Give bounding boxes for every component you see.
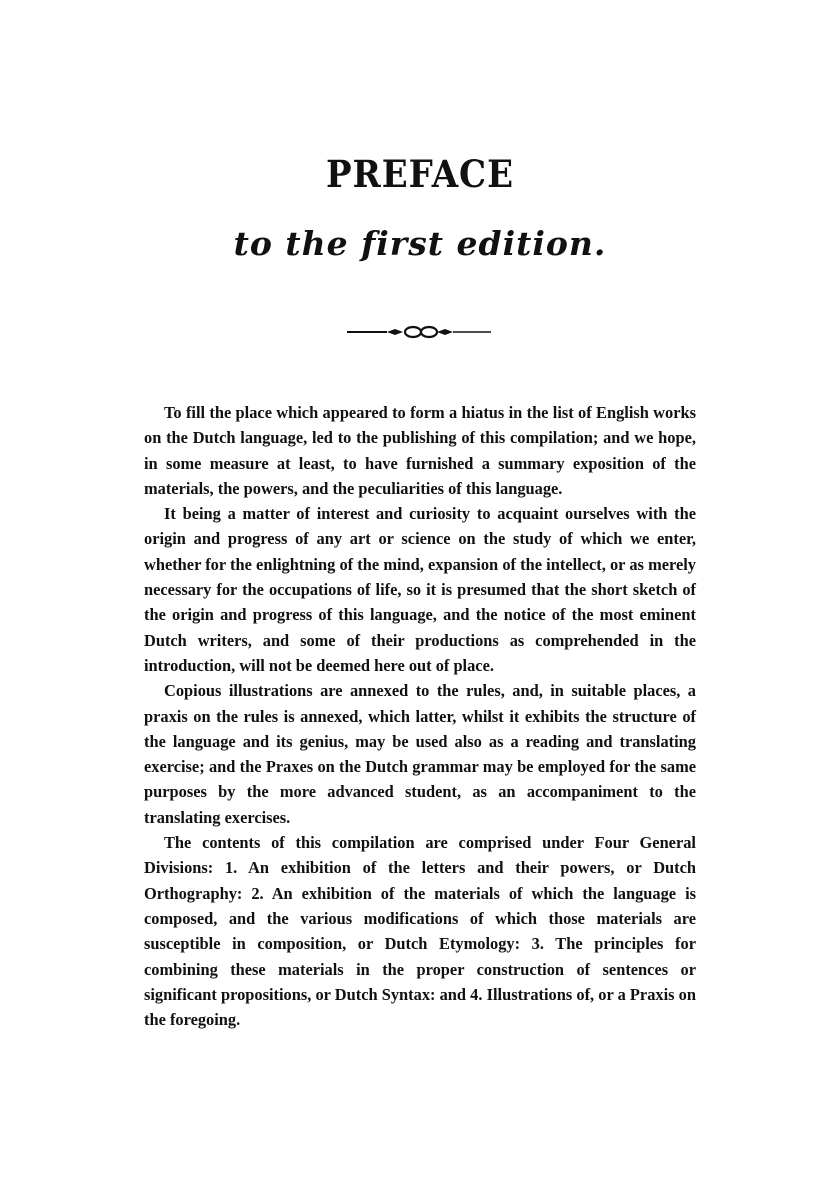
- preface-body: [144, 400, 696, 1032]
- paragraph: The contents of this compilation are comprised under Four General Divisions: 1. An exhibition of the letters and their powers, or Dutch Orthography: 2. An exhibition of the materials of which the language is composed, and the various modifications of which those materials are susceptible in composition, or Dutch Etymology: 3. The principles for combining these materials in the proper construction of sentences or significant propositions, or Dutch Syntax: and 4. Illustrations of, or a Praxis on the foregoing.: [144, 833, 696, 1030]
- paragraph: It being a matter of interest and curiosity to acquaint ourselves with the origin and progress of any art or science on the study of which we enter, whether for the enlightning of the mind, expansion of the intellect, or as merely necessary for the occupations of life, so it is presumed that the short sketch of the origin and progress of this language, and the notice of the most eminent Dutch writers, and some of their productions as comprehended in the introduction, will not be deemed here out of place.: [144, 504, 696, 675]
- page-subtitle: to the first edition.: [233, 224, 607, 263]
- paragraph: To fill the place which appeared to form a hiatus in the list of English works on the Dutch language, led to the publishing of this compilation; and we hope, in some measure at least, to have furnished a summary exposition of the materials, the powers, and the peculiarities of this language.: [144, 403, 696, 498]
- flourish-divider-icon: [345, 325, 493, 339]
- page-title: PREFACE: [326, 152, 514, 196]
- paragraph: Copious illustrations are annexed to the rules, and, in suitable places, a praxis on the rules is annexed, which latter, whilst it exhibits the structure of the language and its genius, may be used also as a reading and translating exercise; and the Praxes on the Dutch grammar may be employed for the same purposes by the more advanced student, as an accompaniment to the translating exercises.: [144, 681, 696, 827]
